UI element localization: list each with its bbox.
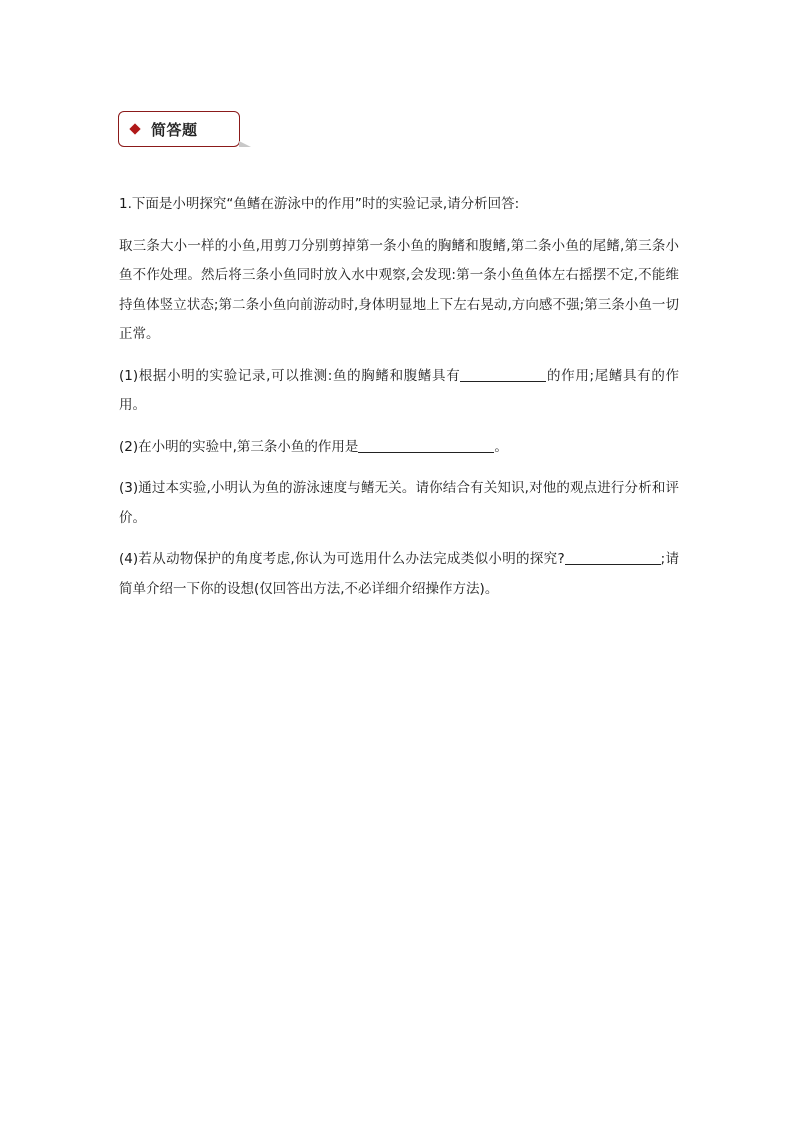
sub-question-4-text-b: ;请简单介绍一下你的设想(仅回答出方法,不必详细介绍操作方法)。 <box>119 551 679 597</box>
question-content <box>119 190 679 616</box>
sub-question-1-text-b: 的作用;尾鳍具有的作用。 <box>119 367 679 413</box>
sub-question-2 <box>119 433 679 463</box>
section-title: 简答题 <box>151 120 198 139</box>
sub-question-3: (3)通过本实验,小明认为鱼的游泳速度与鳍无关。请你结合有关知识,对他的观点进行分析和评价。 <box>119 480 679 526</box>
answer-blank-3[interactable] <box>565 548 661 565</box>
section-header <box>118 111 240 147</box>
sub-question-1-text-a: (1)根据小明的实验记录,可以推测:鱼的胸鳍和腹鳍具有 <box>119 367 461 384</box>
experiment-passage: 取三条大小一样的小鱼,用剪刀分别剪掉第一条小鱼的胸鳍和腹鳍,第二条小鱼的尾鳍,第三条小鱼不作处理。然后将三条小鱼同时放入水中观察,会发现:第一条小鱼鱼体左右摇摆不定,不能维持鱼体竖立状态;第二条小鱼向前游动时,身体明显地上下左右晃动,方向感不强;第三条小鱼一切正常。 <box>119 237 679 342</box>
sub-question-2-text-a: (2)在小明的实验中,第三条小鱼的作用是 <box>119 438 359 455</box>
sub-question-4 <box>119 545 679 604</box>
diamond-icon <box>129 123 140 134</box>
question-stem: 1.下面是小明探究“鱼鳍在游泳中的作用”时的实验记录,请分析回答: <box>119 196 520 212</box>
sub-question-4-text-a: (4)若从动物保护的角度考虑,你认为可选用什么办法完成类似小明的探究? <box>119 551 565 567</box>
answer-blank-2[interactable] <box>358 436 494 453</box>
answer-blank-1[interactable] <box>460 365 546 382</box>
sub-question-2-text-b: 。 <box>494 438 508 455</box>
sub-question-1 <box>119 362 679 421</box>
